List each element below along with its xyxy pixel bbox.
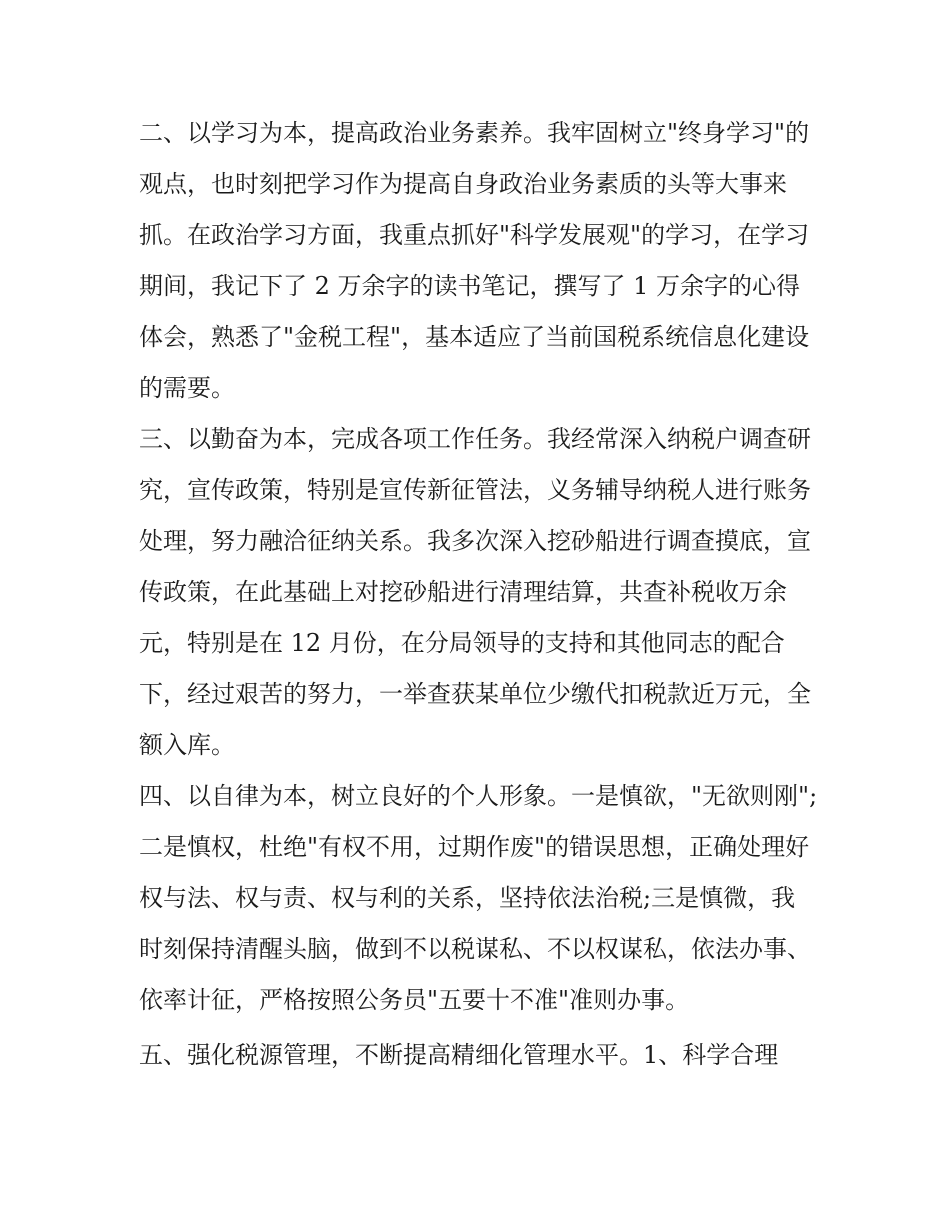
paragraph-diligence: 三、以勤奋为本，完成各项工作任务。我经常深入纳税户调查研究，宣传政策，特别是宣传新征管法，义务辅导纳税人进行账务处理，努力融洽征纳关系。我多次深入挖砂船进行调查摸底，宣传政策，在此基础上对挖砂船进行清理结算，共查补税收万余元，特别是在 12 月份，在分局领导的支持和其他同志的配合下，经过艰苦的努力，一举查获某单位少缴代扣税款近万元，全额入库。	[139, 425, 811, 759]
paragraph-self-discipline: 四、以自律为本，树立良好的个人形象。一是慎欲，"无欲则刚";二是慎权，杜绝"有权不用，过期作废"的错误思想，正确处理好权与法、权与责、权与利的关系，坚持依法治税;三是慎微，我时刻保持清醒头脑，做到不以税谋私、不以权谋私，依法办事、依率计征，严格按照公务员"五要十不准"准则办事。	[139, 782, 818, 1014]
paragraph-study: 二、以学习为本，提高政治业务素养。我牢固树立"终身学习"的观点，也时刻把学习作为提高自身政治业务素质的头等大事来抓。在政治学习方面，我重点抓好"科学发展观"的学习，在学习期间，我记下了 2 万余字的读书笔记，撰写了 1 万余字的心得体会，熟悉了"金税工程"，基本适应了当前国税系统信息化建设的需要。	[139, 119, 810, 402]
document-body	[139, 108, 819, 1081]
paragraph-tax-source: 五、强化税源管理，不断提高精细化管理水平。1、科学合理	[139, 1041, 779, 1069]
